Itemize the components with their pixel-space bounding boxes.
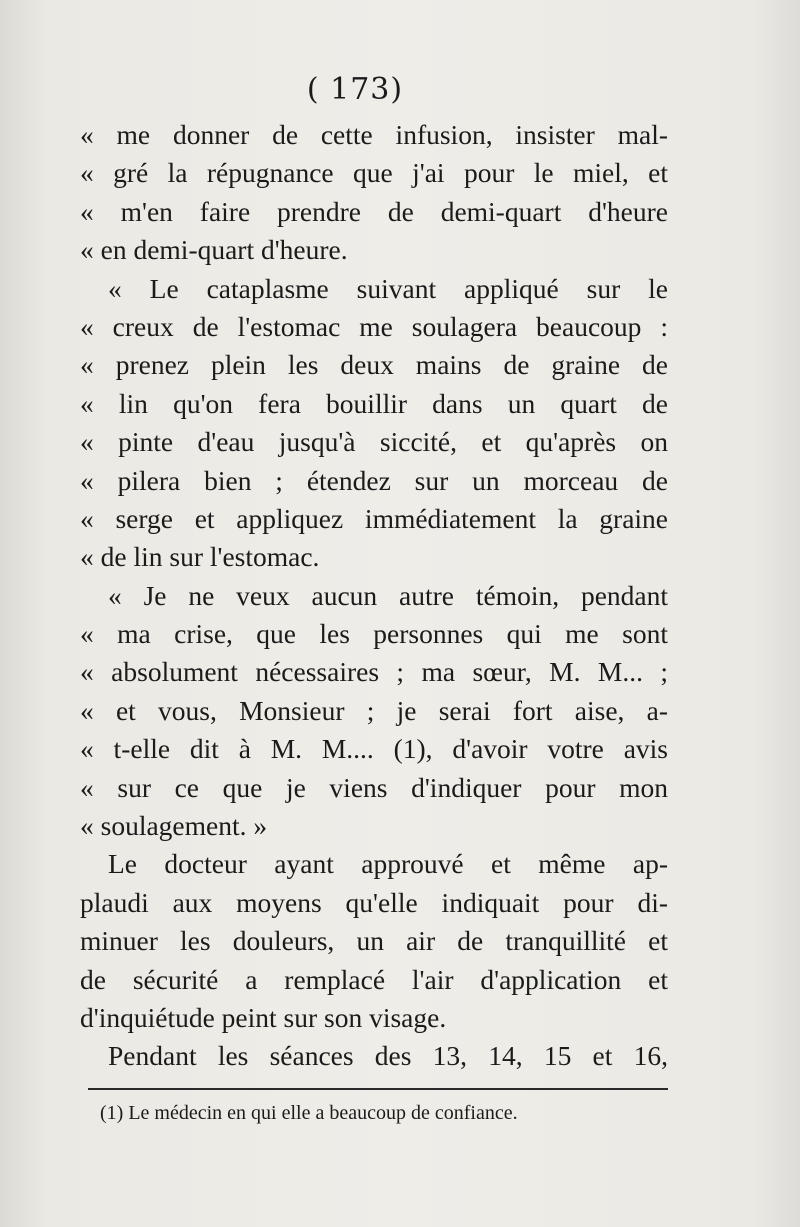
text-line: « ma crise, que les personnes qui me sont: [80, 618, 668, 650]
text-line: « sur ce que je viens d'indiquer pour mon: [80, 771, 668, 803]
text-line: « pinte d'eau jusqu'à siccité, et qu'après on: [80, 426, 668, 458]
text-line: Le docteur ayant approuvé et même ap-: [108, 848, 668, 880]
text-line: « gré la répugnance que j'ai pour le miel, et: [80, 157, 668, 189]
text-line: « absolument nécessaires ; ma sœur, M. M... ;: [80, 656, 668, 688]
text-line: « et vous, Monsieur ; je serai fort aise, a-: [80, 694, 668, 726]
text-line: « en demi-quart d'heure.: [80, 234, 348, 266]
text-line: plaudi aux moyens qu'elle indiquait pour di-: [80, 886, 668, 918]
text-line: « de lin sur l'estomac.: [80, 541, 320, 573]
text-line: de sécurité a remplacé l'air d'application et: [80, 963, 668, 995]
text-line: « prenez plein les deux mains de graine de: [80, 349, 668, 381]
text-line: « Je ne veux aucun autre témoin, pendant: [108, 579, 668, 611]
text-line: « m'en faire prendre de demi-quart d'heure: [80, 195, 668, 227]
text-line: « pilera bien ; étendez sur un morceau de: [80, 464, 668, 496]
text-line: « lin qu'on fera bouillir dans un quart de: [80, 387, 668, 419]
text-line: « me donner de cette infusion, insister mal-: [80, 119, 668, 150]
text-line: minuer les douleurs, un air de tranquillité et: [80, 925, 668, 957]
text-line: « Le cataplasme suivant appliqué sur le: [108, 272, 668, 304]
text-line: Pendant les séances des 13, 14, 15 et 16,: [108, 1040, 668, 1072]
text-line: d'inquiétude peint sur son visage.: [80, 1001, 447, 1033]
body-text: [80, 116, 668, 1076]
text-line: « t-elle dit à M. M.... (1), d'avoir votre avis: [80, 733, 668, 765]
text-line: « serge et appliquez immédiatement la graine: [80, 502, 668, 534]
text-line: « creux de l'estomac me soulagera beaucoup :: [80, 310, 668, 342]
footnote-divider: [88, 1088, 668, 1090]
page-number: ( 173): [306, 72, 404, 107]
text-line: « soulagement. »: [80, 810, 268, 842]
footnote: (1) Le médecin en qui elle a beaucoup de confiance.: [100, 1102, 518, 1124]
